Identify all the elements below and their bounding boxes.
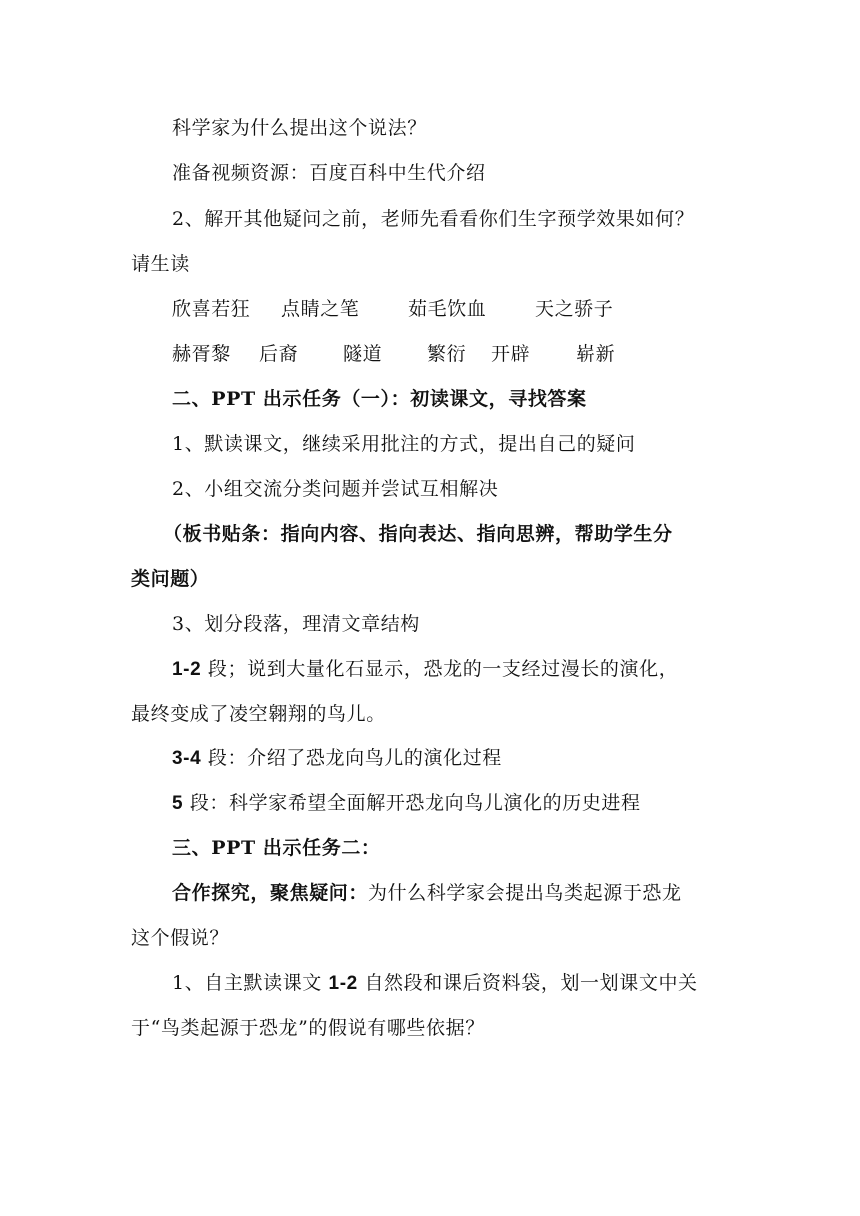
segment-5 xyxy=(172,790,641,817)
segment-label: 1-2 xyxy=(172,659,202,680)
task2-intro-line1 xyxy=(172,880,682,906)
task2-intro-line2: 这个假说？ xyxy=(131,927,230,949)
task1-item-2: 2、小组交流分类问题并尝试互相解决 xyxy=(172,478,499,500)
task2-item-1-line2: 于“鸟类起源于恐龙”的假说有哪些依据？ xyxy=(131,1017,485,1039)
vocab-word: 天之骄子 xyxy=(535,298,614,320)
paragraph-video-resource: 准备视频资源：百度百科中生代介绍 xyxy=(172,162,486,184)
segment-1-2-line2: 最终变成了凌空翱翔的鸟儿。 xyxy=(131,703,386,725)
segment-text: 段：介绍了恐龙向鸟儿的演化过程 xyxy=(207,747,502,769)
segment-text: 段；说到大量化石显示，恐龙的一支经过漫长的演化， xyxy=(207,658,679,680)
task2-intro-text: 为什么科学家会提出鸟类起源于恐龙 xyxy=(368,882,682,904)
segment-label: 3-4 xyxy=(172,748,202,769)
section-heading-task1: 二、PPT 出示任务（一）：初读课文，寻找答案 xyxy=(172,388,587,410)
vocab-word: 隧道 xyxy=(343,343,383,365)
segment-1-2-line1 xyxy=(172,656,678,683)
board-note-line2: 类问题） xyxy=(131,568,210,590)
task2-intro-bold: 合作探究，聚焦疑问： xyxy=(172,882,369,904)
segment-label: 5 xyxy=(172,793,184,814)
task2-item-1-line1 xyxy=(172,970,698,997)
task1-item-1: 1、默读课文，继续采用批注的方式，提出自己的疑问 xyxy=(172,433,636,455)
vocab-word: 崭新 xyxy=(576,343,616,365)
vocab-word: 后裔 xyxy=(259,343,299,365)
task2-item-text: 自然段和课后资料袋，划一划课文中关 xyxy=(364,972,698,994)
vocab-word: 欣喜若狂 xyxy=(172,298,251,320)
vocab-word: 茹毛饮血 xyxy=(408,298,487,320)
segment-text: 段：科学家希望全面解开恐龙向鸟儿演化的历史进程 xyxy=(189,792,641,814)
task2-item-text: 1、自主默读课文 xyxy=(172,972,322,994)
vocab-word: 赫胥黎 xyxy=(172,343,231,365)
task2-item-number: 1-2 xyxy=(328,973,358,994)
section-heading-task2: 三、PPT 出示任务二： xyxy=(172,837,381,859)
paragraph-question: 科学家为什么提出这个说法？ xyxy=(172,117,427,139)
vocab-word: 点睛之笔 xyxy=(281,298,360,320)
vocab-word: 开辟 xyxy=(491,343,531,365)
paragraph-preview-check-line1: 2、解开其他疑问之前，老师先看看你们生字预学效果如何？ xyxy=(172,208,695,230)
board-note-line1: （板书贴条：指向内容、指向表达、指向思辨，帮助学生分 xyxy=(163,523,673,545)
task1-item-3: 3、划分段落，理清文章结构 xyxy=(172,613,420,635)
vocab-word: 繁衍 xyxy=(427,343,467,365)
segment-3-4 xyxy=(172,745,502,772)
paragraph-preview-check-line2: 请生读 xyxy=(131,253,190,275)
